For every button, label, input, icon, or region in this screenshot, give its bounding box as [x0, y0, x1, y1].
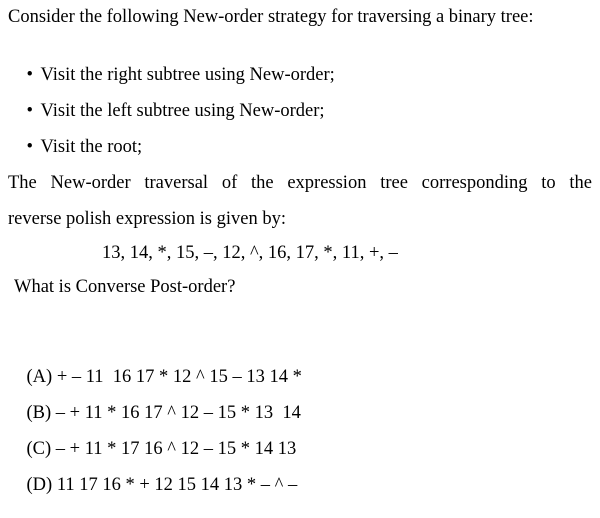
step-3 [8, 114, 142, 180]
rpn-sequence: 13, 14, *, 15, –, 12, ^, 16, 17, *, 11, +, – [102, 243, 398, 263]
option-a-label: (A) [26, 367, 53, 387]
question-prompt: What is Converse Post-order? [14, 277, 236, 297]
step-1-text: Visit the right subtree using New-order; [40, 65, 335, 85]
option-d-label: (D) [26, 475, 53, 495]
step-3-text: Visit the root; [40, 137, 143, 157]
option-c-text: – + 11 * 17 16 ^ 12 – 15 * 14 13 [55, 439, 297, 459]
option-a-text: + – 11 16 17 * 12 ^ 15 – 13 14 * [56, 367, 302, 387]
step-2-text: Visit the left subtree using New-order; [40, 101, 325, 121]
bullet-icon: • [26, 101, 33, 121]
traversal-line-2: reverse polish expression is given by: [8, 209, 286, 229]
bullet-icon: • [26, 65, 33, 85]
option-d-text: 11 17 16 * + 12 15 14 13 * – ^ – [56, 475, 298, 495]
bullet-icon: • [26, 137, 33, 157]
option-b-text: – + 11 * 16 17 ^ 12 – 15 * 13 14 [55, 403, 301, 423]
option-c-label: (C) [26, 439, 52, 459]
option-b-label: (B) [26, 403, 52, 423]
intro-text: Consider the following New-order strategy for traversing a binary tree: [8, 7, 534, 27]
option-d[interactable] [8, 452, 297, 518]
traversal-line-1: The New-order traversal of the expression tree corresponding to the [8, 173, 592, 193]
